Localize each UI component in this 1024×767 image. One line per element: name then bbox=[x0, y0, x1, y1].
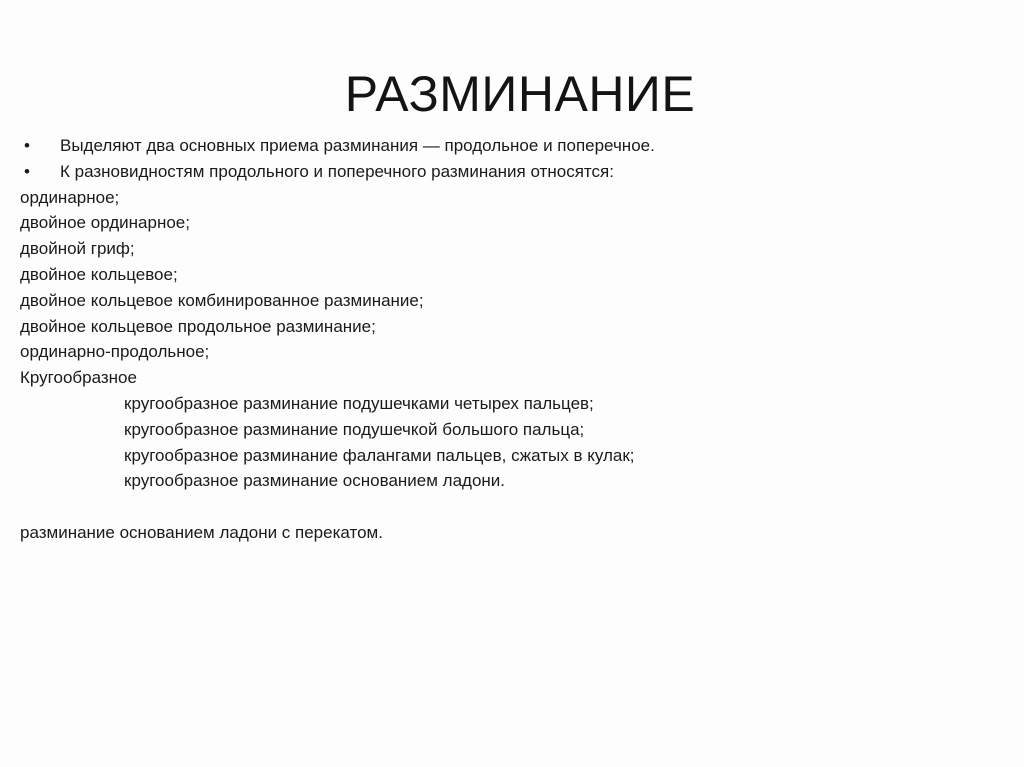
bullet-text: Выделяют два основных приема разминания — продольное и поперечное. bbox=[60, 136, 655, 155]
circular-kind-item: кругообразное разминание подушечками четырех пальцев; bbox=[124, 393, 594, 413]
kind-line: ординарное; bbox=[20, 187, 120, 207]
circular-kind-item: кругообразное разминание основанием ладони. bbox=[124, 471, 506, 491]
kind-line: Кругообразное bbox=[20, 368, 137, 388]
slide-title: РАЗМИНАНИЕ bbox=[344, 66, 696, 122]
footer-line: разминание основанием ладони с перекатом. bbox=[20, 522, 383, 542]
slide-body bbox=[20, 133, 1010, 546]
bullet-icon: • bbox=[24, 136, 30, 155]
kind-line: двойной гриф; bbox=[20, 239, 135, 259]
bullet-text: К разновидностям продольного и поперечного разминания относятся: bbox=[60, 161, 614, 181]
bullet-item bbox=[20, 133, 1010, 159]
bullet-icon: • bbox=[24, 161, 30, 181]
kind-line: ординарно-продольное; bbox=[20, 342, 210, 362]
bullet-list bbox=[20, 133, 1010, 185]
bullet-item bbox=[20, 159, 1010, 185]
kind-line: двойное ординарное; bbox=[20, 213, 190, 233]
kind-line: двойное кольцевое; bbox=[20, 264, 178, 284]
circular-kind-item: кругообразное разминание подушечкой большого пальца; bbox=[124, 419, 585, 439]
kind-line: двойное кольцевое продольное разминание; bbox=[20, 316, 376, 336]
blank-line bbox=[20, 494, 1010, 520]
kind-line: двойное кольцевое комбинированное разминание; bbox=[20, 290, 424, 310]
circular-kind-item: кругообразное разминание фалангами пальцев, сжатых в кулак; bbox=[124, 445, 635, 465]
circular-kinds-list bbox=[20, 391, 1010, 494]
